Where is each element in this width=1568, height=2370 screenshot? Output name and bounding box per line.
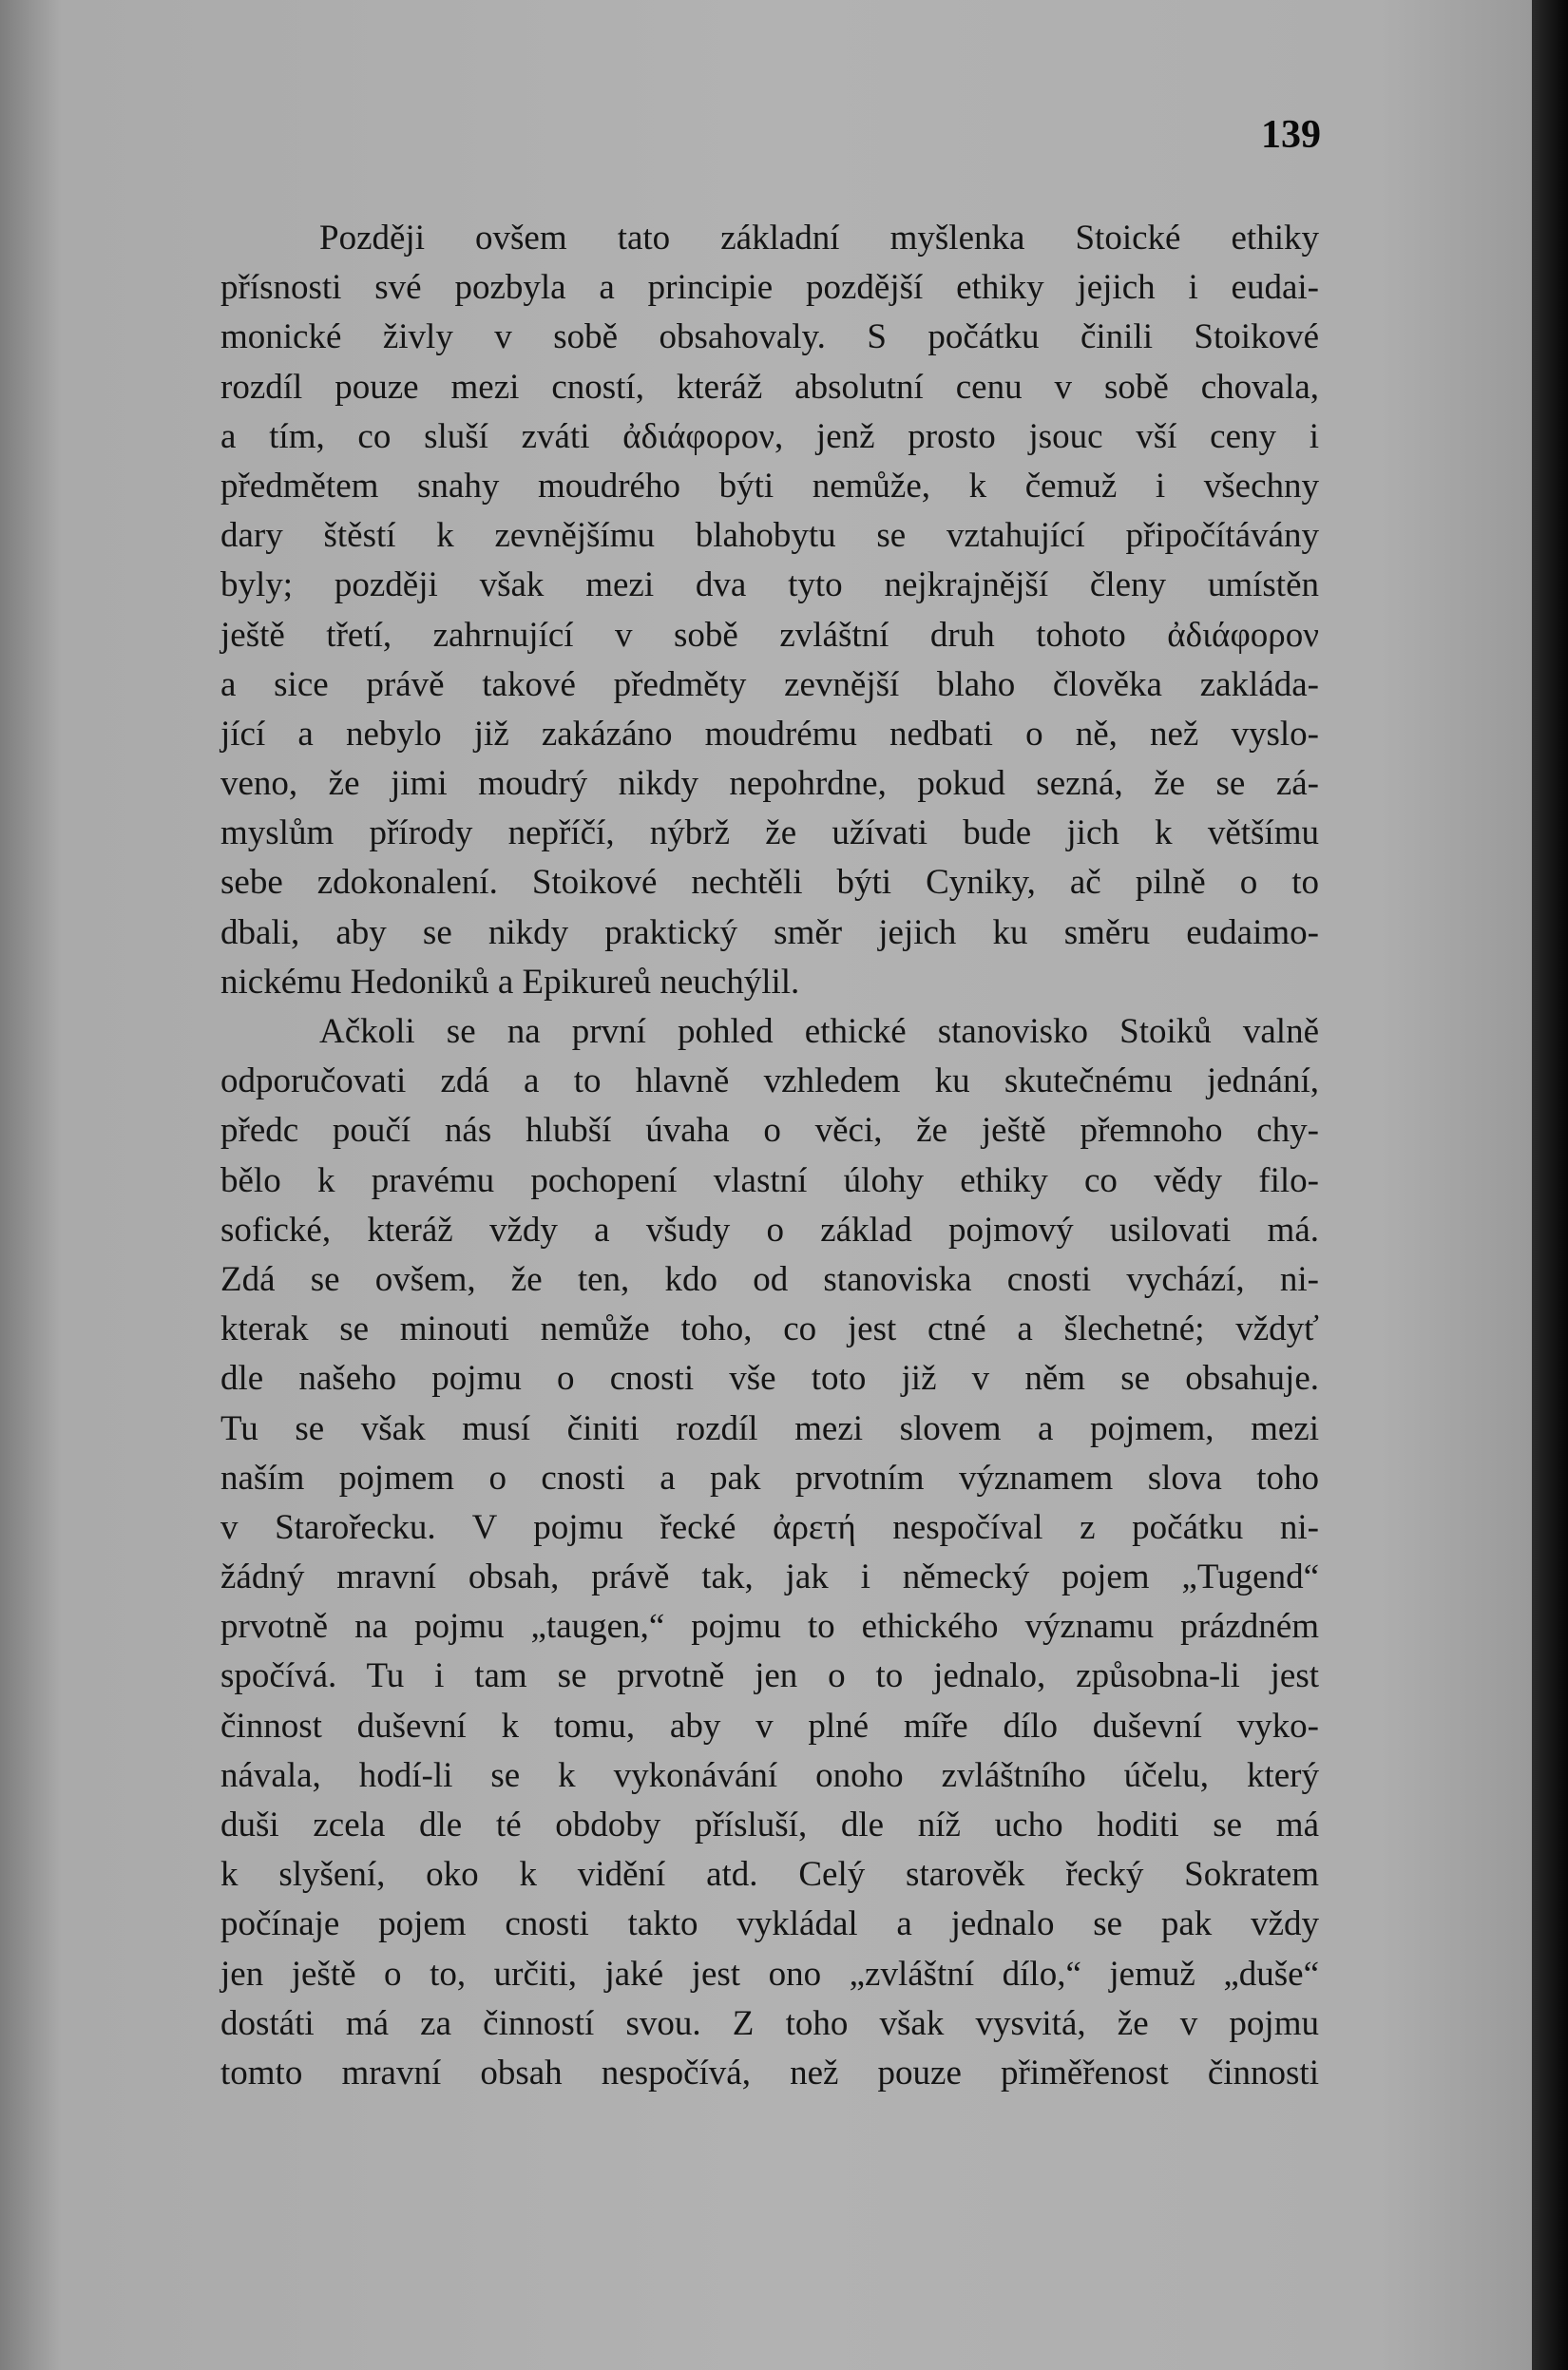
text-line: ještě třetí, zahrnující v sobě zvláštní druh tohoto ἀδιάφορον (220, 615, 1319, 655)
text-line: Zdá se ovšem, že ten, kdo od stanoviska cnosti vychází, ni- (220, 1259, 1319, 1299)
text-line: jící a nebylo již zakázáno moudrému nedbati o ně, než vyslo- (220, 714, 1319, 754)
text-line: naším pojmem o cnosti a pak prvotním významem slova toho (220, 1458, 1319, 1498)
body-text (220, 214, 1319, 2098)
text-line: tomto mravní obsah nespočívá, než pouze přiměřenost činnosti (220, 2053, 1319, 2093)
text-line: návala, hodí-li se k vykonávání onoho zvláštního účelu, který (220, 1755, 1319, 1795)
text-line: bělo k pravému pochopení vlastní úlohy ethiky co vědy filo- (220, 1160, 1319, 1200)
text-line: prvotně na pojmu „taugen,“ pojmu to ethického významu prázdném (220, 1607, 1319, 1647)
text-line: předc poučí nás hlubší úvaha o věci, že ještě přemnoho chy- (220, 1111, 1319, 1151)
text-line: veno, že jimi moudrý nikdy nepohrdne, pokud sezná, že se zá- (220, 764, 1319, 804)
text-line: Tu se však musí činiti rozdíl mezi slovem a pojmem, mezi (220, 1408, 1319, 1448)
text-line: kterak se minouti nemůže toho, co jest ctné a šlechetné; vždyť (220, 1309, 1319, 1349)
text-line: v Starořecku. V pojmu řecké ἀρετή nespočíval z počátku ni- (220, 1507, 1319, 1547)
text-line: byly; později však mezi dva tyto nejkrajnější členy umístěn (220, 565, 1319, 605)
text-line: dostáti má za činností svou. Z toho však vysvitá, že v pojmu (220, 2003, 1319, 2043)
text-line: jen ještě o to, určiti, jaké jest ono „zvláštní dílo,“ jemuž „duše“ (220, 1954, 1319, 1994)
text-line: spočívá. Tu i tam se prvotně jen o to jednalo, způsobna-li jest (220, 1656, 1319, 1696)
text-line: činnost duševní k tomu, aby v plné míře dílo duševní vyko- (220, 1706, 1319, 1746)
text-line: Později ovšem tato základní myšlenka Stoické ethiky (319, 219, 1319, 258)
scan-edge (1532, 0, 1568, 2370)
text-line: předmětem snahy moudrého býti nemůže, k čemuž i všechny (220, 466, 1319, 506)
text-line: duši zcela dle té obdoby přísluší, dle níž ucho hoditi se má (220, 1806, 1319, 1844)
text-line: nickému Hedoniků a Epikureů neuchýlil. (220, 962, 800, 1002)
text-line: dle našeho pojmu o cnosti vše toto již v něm se obsahuje. (220, 1359, 1319, 1399)
text-line: myslům přírody nepříčí, nýbrž že užívati bude jich k většímu (220, 813, 1319, 853)
text-line: odporučovati zdá a to hlavně vzhledem ku skutečnému jednání, (220, 1061, 1319, 1101)
text-line: a sice právě takové předměty zevnější blaho člověka zakláda- (220, 664, 1319, 704)
text-line: k slyšení, oko k vidění atd. Celý starověk řecký Sokratem (220, 1855, 1319, 1895)
page-number: 139 (1261, 113, 1321, 157)
text-line: Ačkoli se na první pohled ethické stanovisko Stoiků valně (319, 1012, 1319, 1051)
text-line: monické živly v sobě obsahovaly. S počátku činili Stoikové (220, 317, 1319, 357)
text-line: a tím, co sluší zváti ἀδιάφορον, jenž prosto jsouc vší ceny i (220, 416, 1319, 456)
text-line: dary štěstí k zevnějšímu blahobytu se vztahující připočítávány (220, 516, 1319, 556)
text-line: počínaje pojem cnosti takto vykládal a jednalo se pak vždy (220, 1904, 1319, 1944)
text-line: dbali, aby se nikdy praktický směr jejich ku směru eudaimo- (220, 912, 1319, 952)
text-line: rozdíl pouze mezi cností, kteráž absolutní cenu v sobě chovala, (220, 367, 1319, 407)
text-line: přísnosti své pozbyla a principie pozdější ethiky jejich i eudai- (220, 268, 1319, 308)
text-line: sebe zdokonalení. Stoikové nechtěli býti Cyniky, ač pilně o to (220, 863, 1319, 903)
text-line: žádný mravní obsah, právě tak, jak i německý pojem „Tugend“ (220, 1558, 1319, 1597)
text-line: sofické, kteráž vždy a všudy o základ pojmový usilovati má. (220, 1210, 1319, 1250)
